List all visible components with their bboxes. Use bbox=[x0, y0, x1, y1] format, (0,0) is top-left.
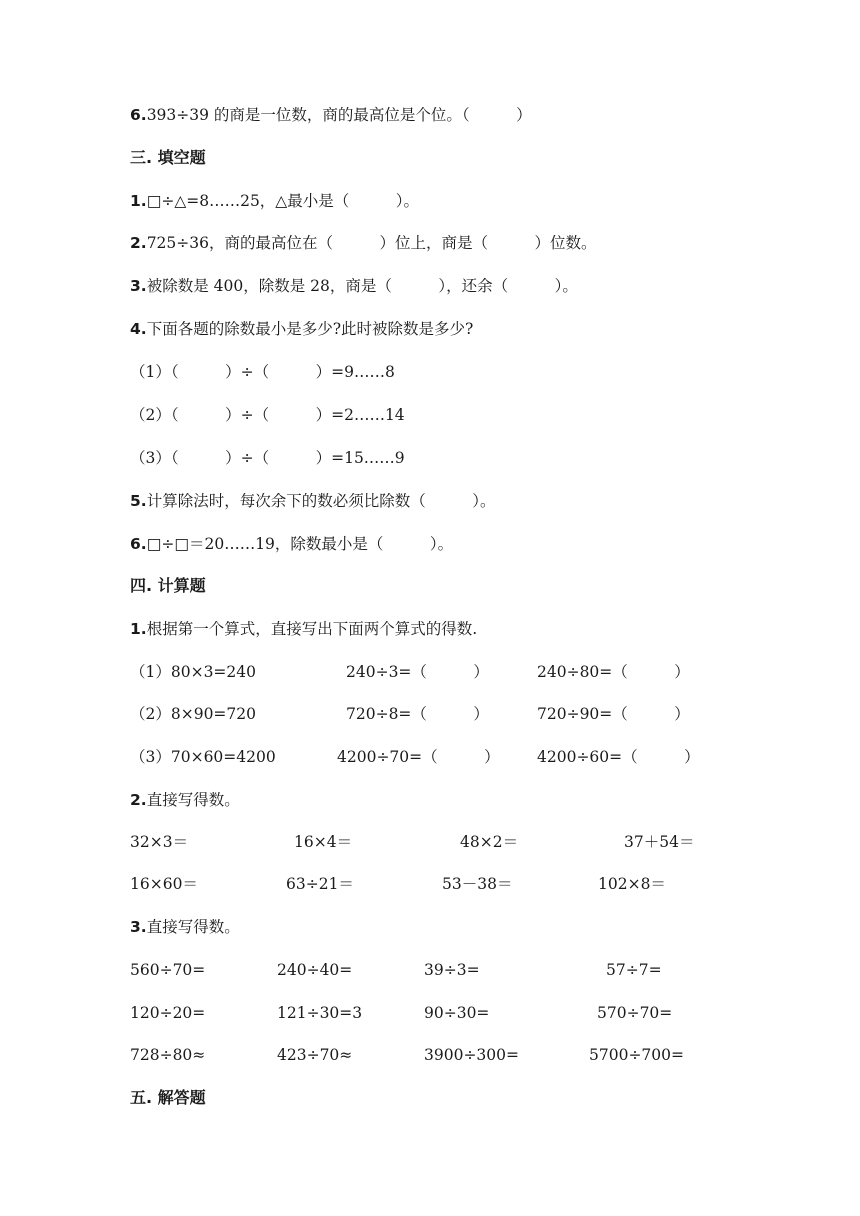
sub-question: （3）（ ）÷（ ）=15……9 bbox=[130, 449, 405, 467]
equation-cell: 423÷70≈ bbox=[277, 1046, 353, 1064]
question-item bbox=[130, 190, 419, 212]
equation-cell: （2）8×90=720 bbox=[130, 705, 257, 723]
equation-cell: 4200÷70=（ ） bbox=[337, 748, 500, 766]
equation-cell: 90÷30= bbox=[424, 1004, 490, 1022]
question-number: 5. bbox=[130, 492, 147, 510]
question-text: 下面各题的除数最小是多少?此时被除数是多少? bbox=[146, 320, 474, 338]
equation-cell: 240÷3=（ ） bbox=[346, 663, 489, 681]
equation-cell: 48×2＝ bbox=[460, 833, 519, 851]
question-item bbox=[130, 104, 532, 126]
equation-cell: 4200÷60=（ ） bbox=[537, 748, 700, 766]
question-number: 2. bbox=[130, 234, 147, 252]
equation-cell: 240÷40= bbox=[277, 961, 353, 979]
question-number: 2. bbox=[130, 791, 147, 809]
question-text: □÷△=8……25，△最小是（ ）。 bbox=[146, 192, 419, 210]
equation-cell: 728÷80≈ bbox=[130, 1046, 206, 1064]
equation-cell: （3）70×60=4200 bbox=[130, 748, 276, 766]
question-number: 6. bbox=[130, 535, 147, 553]
equation-cell: 37＋54＝ bbox=[624, 833, 695, 851]
equation-cell: 16×4＝ bbox=[294, 833, 353, 851]
question-item bbox=[130, 275, 578, 297]
question-text: 725÷36，商的最高位在（ ）位上，商是（ ）位数。 bbox=[146, 234, 597, 252]
question-number: 1. bbox=[130, 192, 147, 210]
equation-cell: 63÷21＝ bbox=[286, 875, 354, 893]
question-number: 4. bbox=[130, 320, 147, 338]
equation-cell: 560÷70= bbox=[130, 961, 206, 979]
equation-cell: 102×8＝ bbox=[598, 875, 666, 893]
equation-cell: 5700÷700= bbox=[589, 1046, 685, 1064]
section-heading: 三. 填空题 bbox=[130, 148, 206, 167]
question-number: 6. bbox=[130, 106, 147, 124]
equation-cell: 16×60＝ bbox=[130, 875, 198, 893]
question-number: 1. bbox=[130, 620, 147, 638]
sub-question: （2）（ ）÷（ ）=2……14 bbox=[130, 406, 405, 424]
question-text: 计算除法时，每次余下的数必须比除数（ ）。 bbox=[146, 492, 496, 510]
question-item bbox=[130, 533, 453, 555]
question-item bbox=[130, 490, 495, 512]
question-text: 直接写得数。 bbox=[146, 918, 240, 936]
equation-cell: 32×3＝ bbox=[130, 833, 189, 851]
question-item bbox=[130, 618, 477, 640]
question-number: 3. bbox=[130, 918, 147, 936]
section-heading: 四. 计算题 bbox=[130, 576, 206, 595]
question-text: 根据第一个算式，直接写出下面两个算式的得数. bbox=[146, 620, 478, 638]
equation-cell: 120÷20= bbox=[130, 1004, 206, 1022]
sub-question: （1）（ ）÷（ ）=9……8 bbox=[130, 363, 395, 381]
question-number: 3. bbox=[130, 277, 147, 295]
equation-cell: 39÷3= bbox=[424, 961, 480, 979]
section-heading: 五. 解答题 bbox=[130, 1088, 206, 1107]
question-text: 393÷39 的商是一位数，商的最高位是个位。（ ） bbox=[146, 106, 532, 124]
equation-cell: 53－38＝ bbox=[442, 875, 513, 893]
question-text: □÷□＝20……19，除数最小是（ ）。 bbox=[146, 535, 454, 553]
equation-cell: 3900÷300= bbox=[424, 1046, 520, 1064]
question-text: 直接写得数。 bbox=[146, 791, 240, 809]
equation-cell: 121÷30=3 bbox=[277, 1004, 363, 1022]
equation-cell: 240÷80=（ ） bbox=[537, 663, 690, 681]
equation-cell: 57÷7= bbox=[606, 961, 662, 979]
question-item bbox=[130, 789, 240, 811]
equation-cell: 570÷70= bbox=[597, 1004, 673, 1022]
question-text: 被除数是 400，除数是 28，商是（ ），还余（ ）。 bbox=[146, 277, 578, 295]
equation-cell: （1）80×3=240 bbox=[130, 663, 257, 681]
equation-cell: 720÷8=（ ） bbox=[346, 705, 489, 723]
question-item bbox=[130, 232, 597, 254]
equation-cell: 720÷90=（ ） bbox=[537, 705, 690, 723]
question-item bbox=[130, 318, 473, 340]
question-item bbox=[130, 916, 240, 938]
